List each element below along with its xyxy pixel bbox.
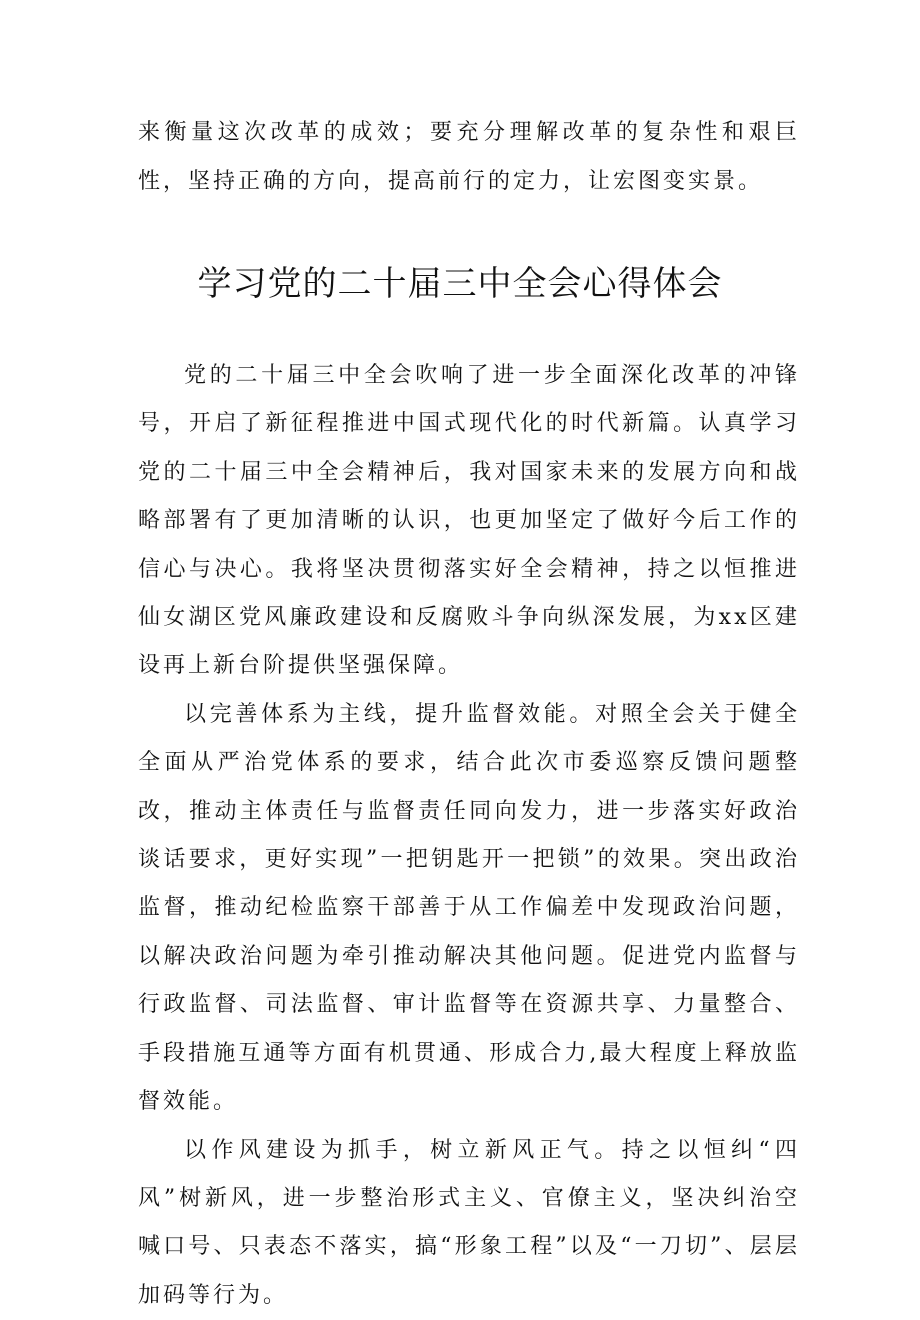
intro-text: 来衡量这次改革的成效；要充分理解改革的复杂性和艰巨性，坚持正确的方向，提高前行的定力，让宏图变实景。 [138, 108, 800, 206]
body-paragraphs [138, 352, 800, 1320]
document-title: 学习党的二十届三中全会心得体会 [0, 258, 920, 310]
paragraph-3: 以作风建设为抓手，树立新风正气。持之以恒纠“四风”树新风，进一步整治形式主义、官僚主义，坚决纠治空喊口号、只表态不落实，搞“形象工程”以及“一刀切”、层层加码等行为。 [138, 1127, 800, 1320]
paragraph-1: 党的二十届三中全会吹响了进一步全面深化改革的冲锋号，开启了新征程推进中国式现代化的时代新篇。认真学习党的二十届三中全会精神后，我对国家未来的发展方向和战略部署有了更加清晰的认识，也更加坚定了做好今后工作的信心与决心。我将坚决贯彻落实好全会精神，持之以恒推进仙女湖区党风廉政建设和反腐败斗争向纵深发展，为xx区建设再上新台阶提供坚强保障。 [138, 352, 800, 691]
paragraph-2: 以完善体系为主线，提升监督效能。对照全会关于健全全面从严治党体系的要求，结合此次市委巡察反馈问题整改，推动主体责任与监督责任同向发力，进一步落实好政治谈话要求，更好实现”一把钥匙开一把锁”的效果。突出政治监督，推动纪检监察干部善于从工作偏差中发现政治问题，以解决政治问题为牵引推动解决其他问题。促进党内监督与行政监督、司法监督、审计监督等在资源共享、力量整合、手段措施互通等方面有机贯通、形成合力,最大程度上释放监督效能。 [138, 691, 800, 1127]
